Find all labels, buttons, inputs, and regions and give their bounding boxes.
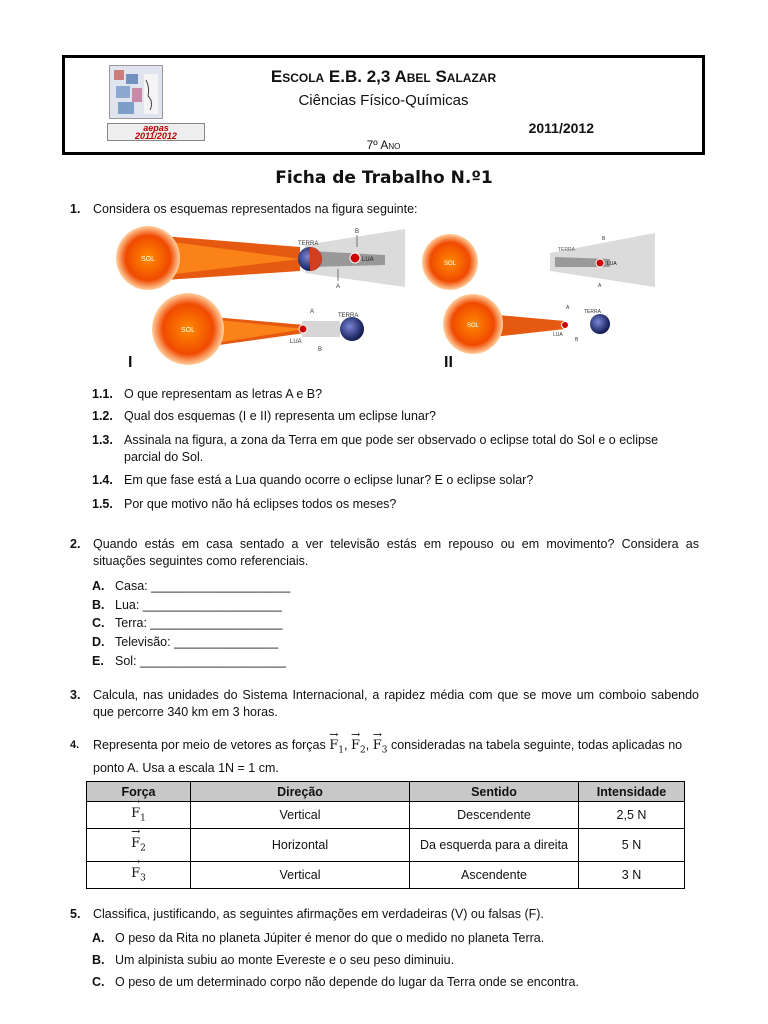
force-symbol — [131, 836, 146, 854]
sun-label: SOL — [140, 256, 156, 263]
scheme-label-i: I — [128, 354, 133, 371]
eclipse-figure — [110, 225, 655, 370]
item-text: O peso de um determinado corpo não depende do lugar da Terra onde se encontra. — [115, 975, 579, 989]
letter-b: B — [355, 229, 360, 235]
scheme-label-ii: II — [444, 354, 453, 371]
logo-badge-top: aepas — [143, 123, 169, 133]
item-text: Sol: _____________________ — [115, 654, 287, 668]
subquestion-text: Em que fase está a Lua quando ocorre o eclipse lunar? E o eclipse solar? — [124, 473, 534, 487]
question-text: Quando estás em casa sentado a ver televisão estás em repouso ou em movimento? Considera as situações seguintes como referenciais. — [93, 537, 699, 568]
svg-text:A: A — [310, 309, 315, 315]
item-letter: C. — [92, 616, 105, 630]
force-symbol — [131, 866, 146, 884]
column-header: Intensidade — [579, 782, 685, 802]
item-letter: A. — [92, 579, 105, 593]
vector-f2-subscript: 2 — [360, 745, 366, 756]
item-letter: E. — [92, 654, 104, 668]
vector-f2-symbol: F — [350, 738, 360, 753]
subquestion-number: 1.3. — [92, 433, 113, 447]
sense-cell: Ascendente — [410, 862, 579, 889]
vector-f1-subscript: 1 — [338, 745, 345, 756]
question-text-part-b: consideradas na tabela seguinte, todas aplicadas no ponto A. Usa a escala 1N = 1 cm. — [93, 738, 683, 775]
table-row — [87, 862, 685, 889]
sense-cell: Descendente — [410, 802, 579, 829]
question-text: Classifica, justificando, as seguintes afirmações em verdadeiras (V) ou falsas (F). — [93, 907, 544, 921]
vector-f1 — [329, 737, 344, 760]
intensity-cell: 2,5 N — [579, 802, 685, 829]
question-text: Representa por meio de vetores as forças → $F_1$, → $F_2$, → $F_3$ consideradas na tabela seguinte, todas aplicadas no ponto A. Usa a escala 1N = 1 cm. — [93, 737, 699, 777]
item-text: Casa: ____________________ — [115, 579, 291, 593]
force-subscript: 1 — [140, 813, 146, 824]
svg-text:LUA: LUA — [290, 339, 302, 345]
item-letter: B. — [92, 598, 105, 612]
question-number: 3. — [70, 688, 81, 702]
earth-label: TERRA — [298, 241, 319, 247]
school-year: 2011/2012 — [528, 120, 594, 136]
subquestion-text: Por que motivo não há eclipses todos os meses? — [124, 497, 397, 511]
direction-cell: Horizontal — [191, 829, 410, 862]
item-letter: B. — [92, 953, 105, 967]
subquestion-number: 1.4. — [92, 473, 113, 487]
svg-text:B: B — [602, 236, 606, 242]
vector-f3-symbol: F — [372, 738, 382, 753]
item-text: Televisão: _______________ — [115, 635, 279, 649]
item-text: Um alpinista subiu ao monte Evereste e o seu peso diminuiu. — [115, 953, 455, 967]
forces-table — [86, 781, 685, 889]
school-name: Escola E.B. 2,3 Abel Salazar — [270, 67, 497, 86]
vector-f3 — [373, 737, 388, 760]
column-header: Força — [87, 782, 191, 802]
sense-cell: Da esquerda para a direita — [410, 829, 579, 862]
column-header: Direção — [191, 782, 410, 802]
force-letter: F — [131, 866, 141, 882]
svg-text:TERRA: TERRA — [338, 313, 359, 319]
svg-text:LUA: LUA — [553, 332, 563, 338]
table-row — [87, 829, 685, 862]
svg-text:A: A — [566, 305, 570, 311]
item-letter: D. — [92, 635, 105, 649]
svg-text:SOL: SOL — [466, 323, 480, 329]
svg-text:SOL: SOL — [443, 261, 457, 267]
table-row — [87, 802, 685, 829]
subquestion-number: 1.2. — [92, 409, 113, 423]
svg-text:B: B — [575, 337, 579, 343]
force-cell — [87, 862, 191, 889]
force-subscript: 3 — [140, 873, 146, 884]
vector-f3-subscript: 3 — [381, 745, 388, 756]
question-number: 4. — [70, 739, 80, 751]
table-header-row — [87, 782, 685, 802]
svg-text:TERRA: TERRA — [584, 309, 601, 315]
question-number: 5. — [70, 907, 81, 921]
intensity-cell: 3 N — [579, 862, 685, 889]
eclipse-diagram — [110, 225, 655, 370]
item-letter: A. — [92, 931, 105, 945]
item-text: O peso da Rita no planeta Júpiter é menor do que o medido no planeta Terra. — [115, 931, 545, 945]
direction-cell: Vertical — [191, 802, 410, 829]
letter-a: A — [336, 284, 341, 290]
intensity-cell: 5 N — [579, 829, 685, 862]
question-text: Calcula, nas unidades do Sistema Internacional, a rapidez média com que se move um comboio sabendo que percorre 340 km em 3 horas. — [93, 688, 699, 719]
grade-level: 7º Ano — [366, 138, 401, 152]
question-number: 2. — [70, 537, 81, 551]
force-letter: F — [131, 806, 141, 822]
moon-label: LUA — [362, 257, 374, 263]
svg-text:A: A — [598, 283, 602, 289]
direction-cell: Vertical — [191, 862, 410, 889]
force-symbol — [131, 806, 146, 824]
subquestion-text: Qual dos esquemas (I e II) representa um eclipse lunar? — [124, 409, 436, 423]
subquestion-number: 1.5. — [92, 497, 113, 511]
item-letter: C. — [92, 975, 105, 989]
vector-f2 — [351, 737, 366, 760]
header-box — [62, 55, 705, 155]
column-header: Sentido — [410, 782, 579, 802]
logo-badge-bottom: 2011/2012 — [135, 131, 177, 141]
question-text-part-a: Representa por meio de vetores as forças — [93, 738, 326, 752]
subquestion-text: Assinala na figura, a zona da Terra em que pode ser observado o eclipse total do Sol e o eclipse parcial do Sol. — [124, 433, 659, 464]
question-number: 1. — [70, 202, 81, 216]
vector-f1-symbol: F — [329, 738, 339, 753]
subquestion-text: O que representam as letras A e B? — [124, 387, 323, 401]
question-text: Considera os esquemas representados na figura seguinte: — [93, 202, 418, 216]
item-text: Lua: ____________________ — [115, 598, 282, 612]
force-letter: F — [131, 836, 141, 852]
subquestion-number: 1.1. — [92, 387, 113, 401]
svg-text:LUA: LUA — [607, 261, 617, 267]
svg-text:B: B — [318, 347, 323, 353]
item-text: Terra: ___________________ — [115, 616, 283, 630]
svg-text:SOL: SOL — [180, 327, 196, 334]
force-subscript: 2 — [140, 843, 146, 854]
page-title: Ficha de Trabalho N.º1 — [275, 168, 493, 188]
subject-name: Ciências Físico-Químicas — [298, 92, 469, 109]
svg-text:TERRA: TERRA — [558, 247, 575, 253]
